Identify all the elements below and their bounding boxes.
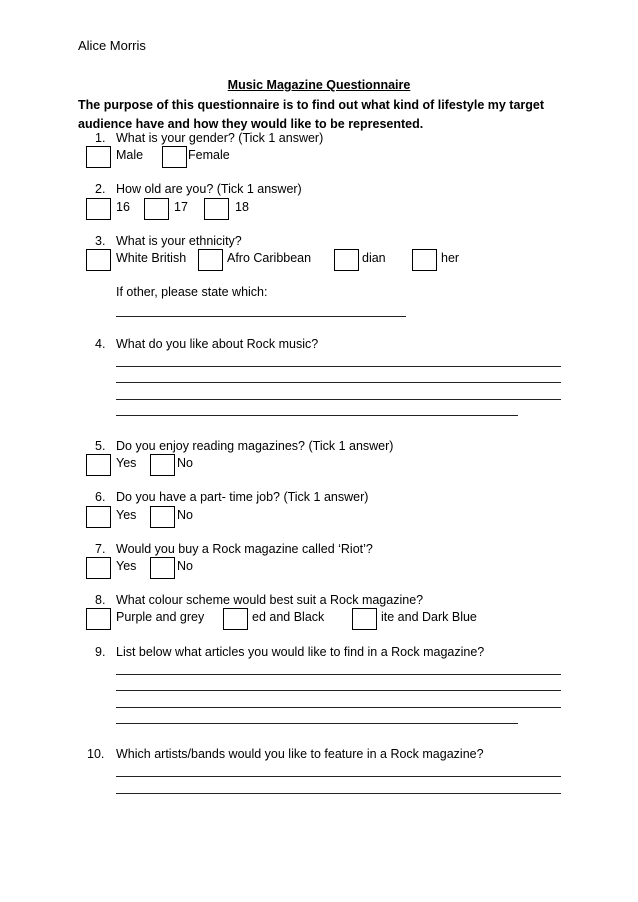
option-label: No xyxy=(177,508,193,522)
option-label: Female xyxy=(188,148,230,162)
answer-line[interactable] xyxy=(116,415,518,416)
answer-line[interactable] xyxy=(116,366,561,367)
question-number: 1. xyxy=(95,131,106,145)
checkbox-no[interactable] xyxy=(150,506,175,528)
question-text: Which artists/bands would you like to feature in a Rock magazine? xyxy=(116,747,484,761)
option-label: Yes xyxy=(116,456,137,470)
option-label: dian xyxy=(362,251,386,265)
question-text: What colour scheme would best suit a Rock magazine? xyxy=(116,593,424,607)
answer-line[interactable] xyxy=(116,723,518,724)
option-label: Purple and grey xyxy=(116,610,205,624)
answer-line[interactable] xyxy=(116,316,406,317)
checkbox-no[interactable] xyxy=(150,454,175,476)
question-number: 3. xyxy=(95,234,106,248)
answer-line[interactable] xyxy=(116,707,561,708)
option-label: Afro Caribbean xyxy=(227,251,312,265)
checkbox-yes[interactable] xyxy=(86,506,111,528)
option-label: Yes xyxy=(116,559,137,573)
checkbox-age-17[interactable] xyxy=(144,198,169,220)
checkbox-male[interactable] xyxy=(86,146,111,168)
question-text: What is your gender? (Tick 1 answer) xyxy=(116,131,324,145)
question-number: 8. xyxy=(95,593,106,607)
checkbox-purple-grey[interactable] xyxy=(86,608,111,630)
question-number: 7. xyxy=(95,542,106,556)
checkbox-other[interactable] xyxy=(412,249,437,271)
answer-line[interactable] xyxy=(116,776,561,777)
question-text: List below what articles you would like to find in a Rock magazine? xyxy=(116,645,485,659)
option-label: No xyxy=(177,456,193,470)
page-title: Music Magazine Questionnaire xyxy=(227,78,411,92)
checkbox-white-british[interactable] xyxy=(86,249,111,271)
answer-line[interactable] xyxy=(116,382,561,383)
checkbox-yes[interactable] xyxy=(86,557,111,579)
question-text: Would you buy a Rock magazine called ‘Riot’? xyxy=(116,542,373,556)
option-label: No xyxy=(177,559,193,573)
option-label: 16 xyxy=(116,200,130,214)
checkbox-age-18[interactable] xyxy=(204,198,229,220)
option-label: White British xyxy=(116,251,187,265)
question-number: 5. xyxy=(95,439,106,453)
option-label: 17 xyxy=(174,200,188,214)
checkbox-afro-caribbean[interactable] xyxy=(198,249,223,271)
question-text: Do you enjoy reading magazines? (Tick 1 answer) xyxy=(116,439,394,453)
question-number: 2. xyxy=(95,182,106,196)
purpose-statement: The purpose of this questionnaire is to find out what kind of lifestyle my target audience have and how they would like to be represented. xyxy=(78,98,545,131)
checkbox-indian[interactable] xyxy=(334,249,359,271)
answer-line[interactable] xyxy=(116,793,561,794)
option-label: ite and Dark Blue xyxy=(381,610,477,624)
option-label: her xyxy=(441,251,460,265)
option-label: ed and Black xyxy=(252,610,325,624)
answer-line[interactable] xyxy=(116,690,561,691)
question-number: 6. xyxy=(95,490,106,504)
option-label: 18 xyxy=(235,200,249,214)
checkbox-red-black[interactable] xyxy=(223,608,248,630)
answer-line[interactable] xyxy=(116,674,561,675)
question-number: 10. xyxy=(87,747,105,761)
author-name: Alice Morris xyxy=(78,38,146,53)
checkbox-no[interactable] xyxy=(150,557,175,579)
checkbox-age-16[interactable] xyxy=(86,198,111,220)
question-number: 9. xyxy=(95,645,106,659)
question-text: Do you have a part- time job? (Tick 1 answer) xyxy=(116,490,369,504)
followup-text: If other, please state which: xyxy=(116,285,268,299)
checkbox-female[interactable] xyxy=(162,146,187,168)
option-label: Male xyxy=(116,148,144,162)
question-number: 4. xyxy=(95,337,106,351)
answer-line[interactable] xyxy=(116,399,561,400)
question-text: How old are you? (Tick 1 answer) xyxy=(116,182,302,196)
question-text: What is your ethnicity? xyxy=(116,234,242,248)
checkbox-yes[interactable] xyxy=(86,454,111,476)
option-label: Yes xyxy=(116,508,137,522)
checkbox-white-dark-blue[interactable] xyxy=(352,608,377,630)
question-text: What do you like about Rock music? xyxy=(116,337,319,351)
